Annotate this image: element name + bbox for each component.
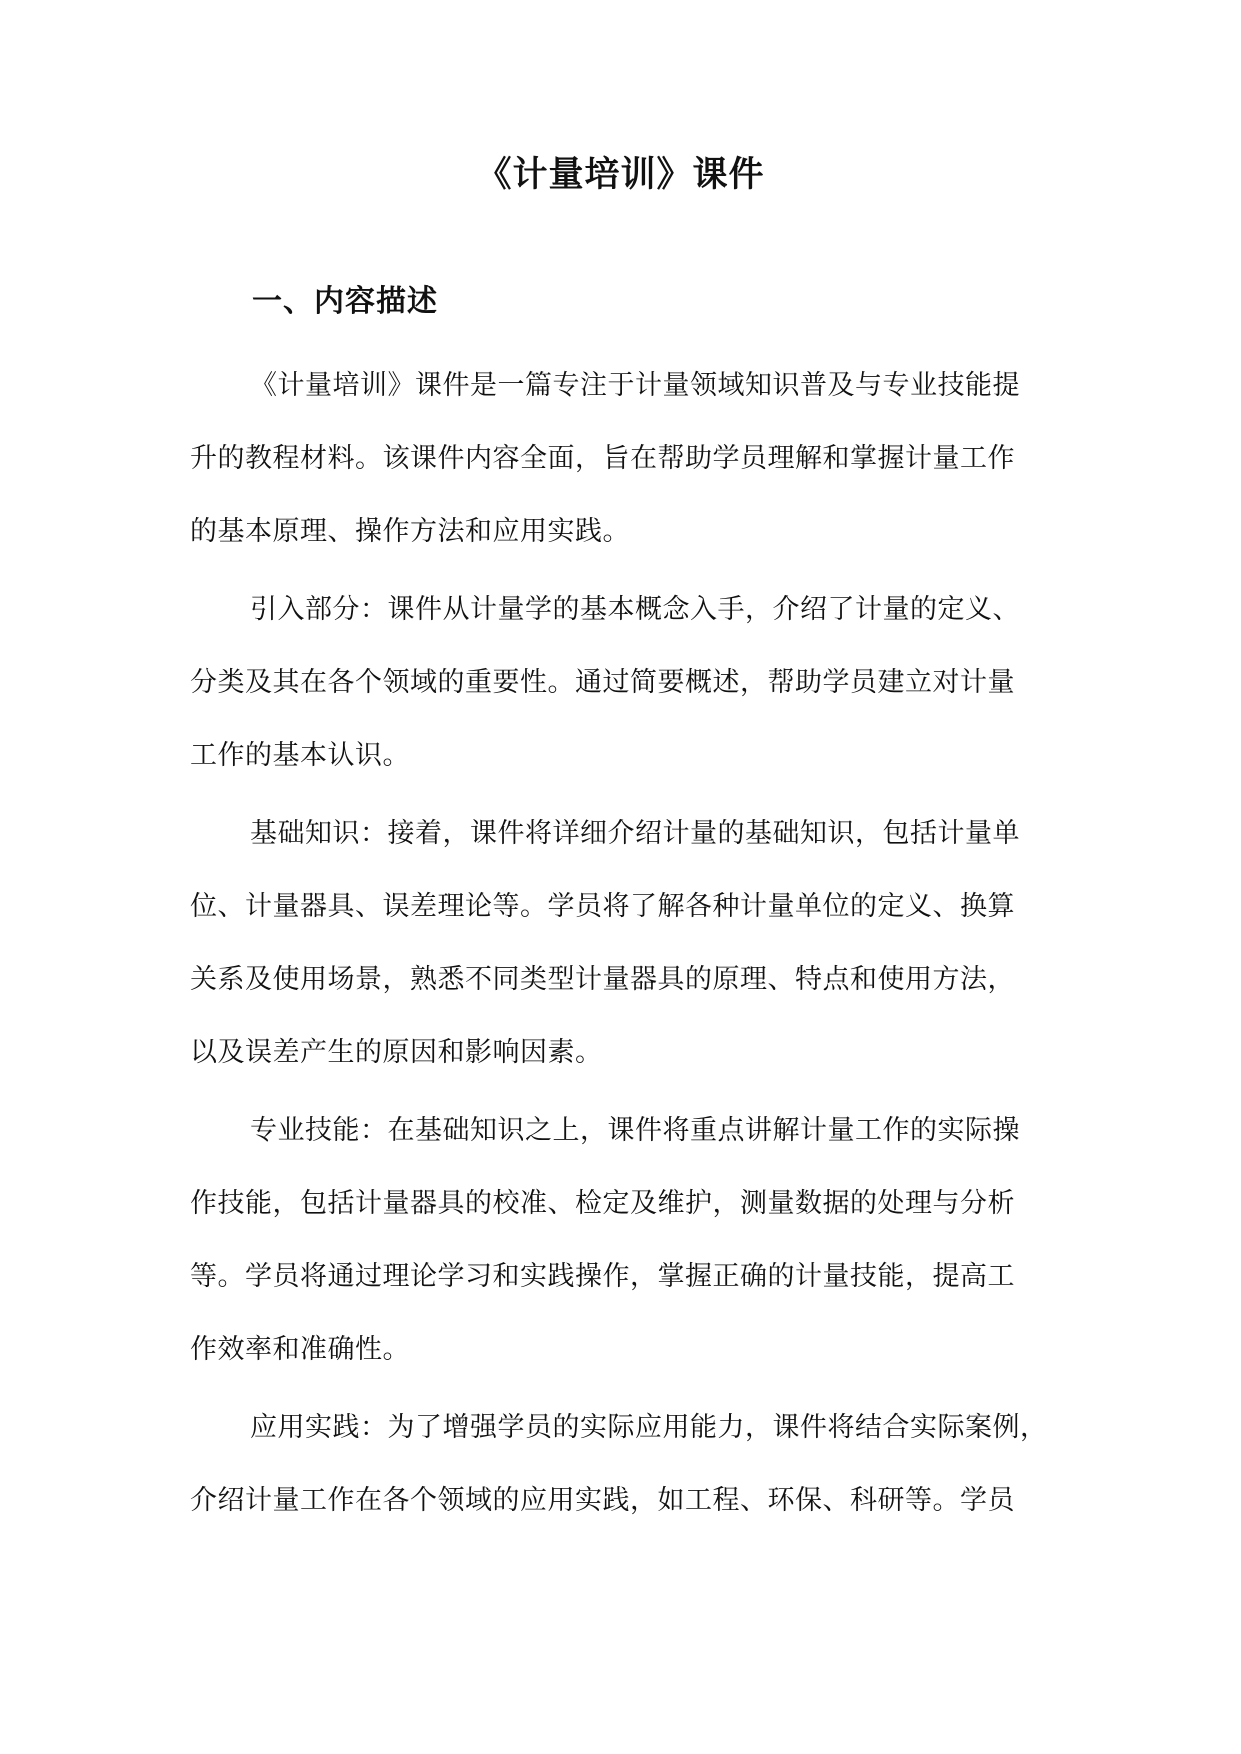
paragraph-line: 以及误差产生的原因和影响因素。 <box>190 1037 603 1068</box>
paragraph-line: 升的教程材料。该课件内容全面，旨在帮助学员理解和掌握计量工作 <box>190 443 1015 474</box>
paragraph-line: 工作的基本认识。 <box>190 740 410 771</box>
paragraph-line: 引入部分：课件从计量学的基本概念入手，介绍了计量的定义、 <box>250 594 1020 625</box>
section-heading: 一、内容描述 <box>252 284 438 319</box>
paragraph-line: 作效率和准确性。 <box>190 1334 410 1365</box>
paragraph-line: 基础知识：接着，课件将详细介绍计量的基础知识，包括计量单 <box>250 818 1020 849</box>
paragraph-line: 《计量培训》课件是一篇专注于计量领域知识普及与专业技能提 <box>250 370 1020 401</box>
paragraph-line: 位、计量器具、误差理论等。学员将了解各种计量单位的定义、换算 <box>190 891 1015 922</box>
paragraph-line: 的基本原理、操作方法和应用实践。 <box>190 516 630 547</box>
paragraph-line: 专业技能：在基础知识之上，课件将重点讲解计量工作的实际操 <box>250 1115 1020 1146</box>
paragraph-line: 等。学员将通过理论学习和实践操作，掌握正确的计量技能，提高工 <box>190 1261 1015 1292</box>
paragraph-line: 关系及使用场景，熟悉不同类型计量器具的原理、特点和使用方法， <box>190 964 1015 995</box>
document-title: 《计量培训》课件 <box>476 155 765 195</box>
paragraph-line: 作技能，包括计量器具的校准、检定及维护，测量数据的处理与分析 <box>190 1188 1015 1219</box>
paragraph-line: 介绍计量工作在各个领域的应用实践，如工程、环保、科研等。学员 <box>190 1485 1015 1516</box>
paragraph-line: 分类及其在各个领域的重要性。通过简要概述，帮助学员建立对计量 <box>190 667 1015 698</box>
paragraph-line: 应用实践：为了增强学员的实际应用能力，课件将结合实际案例， <box>250 1412 1048 1443</box>
